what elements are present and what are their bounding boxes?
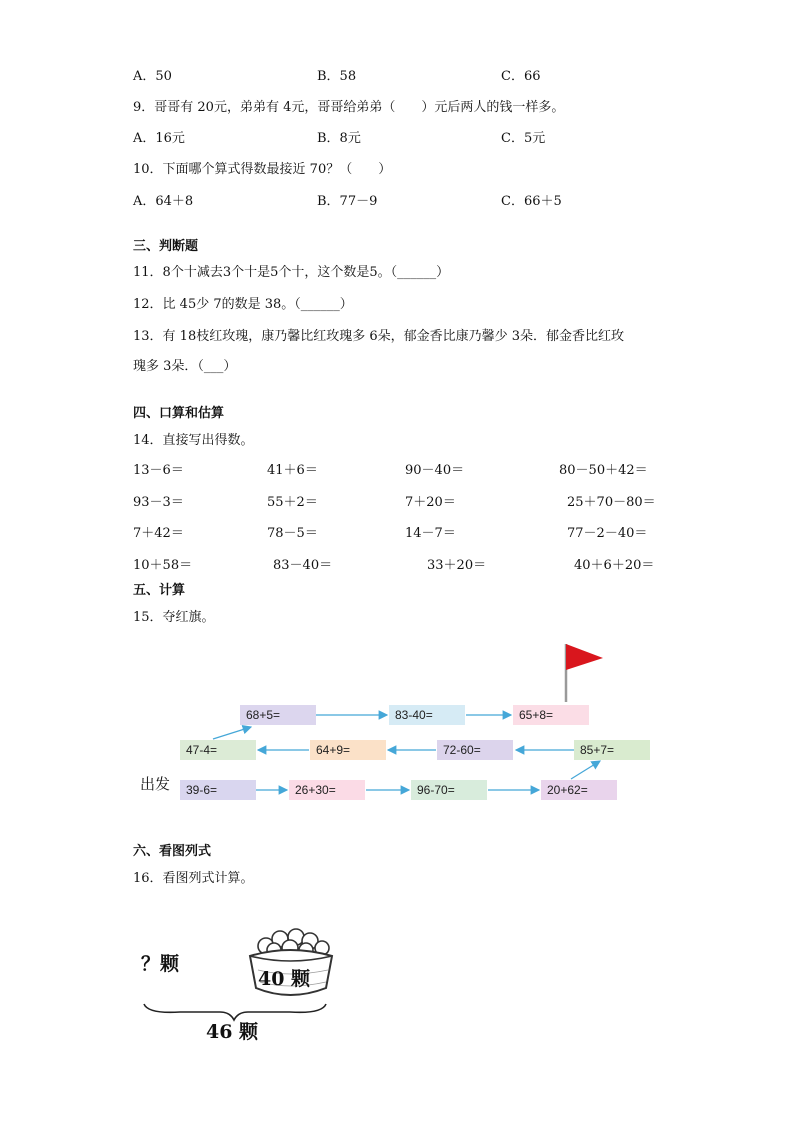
section5-title: 五、计算 <box>133 583 186 598</box>
oral-calc-item: 78－5＝ <box>267 526 318 541</box>
section4-title: 四、口算和估算 <box>133 406 225 421</box>
q10-option-a: A．64＋8 <box>133 194 194 209</box>
calc-box-26-plus-30: 26+30= <box>289 780 365 800</box>
oral-calc-item: 77－2－40＝ <box>567 526 648 541</box>
section6-title: 六、看图列式 <box>133 844 212 859</box>
unknown-quantity-label: ？颗 <box>141 953 180 975</box>
calc-box-68-plus-5: 68+5= <box>240 705 316 725</box>
q13-statement-line1: 13．有 18枝红玫瑰，康乃馨比红玫瑰多 6朵，郁金香比康乃馨少 3朵．郁金香比红玫 <box>133 329 625 344</box>
q15-instruction: 15．夺红旗。 <box>133 610 215 625</box>
calc-box-85-plus-7: 85+7= <box>574 740 650 760</box>
q16-instruction: 16．看图列式计算。 <box>133 871 254 886</box>
calc-box-47-minus-4: 47-4= <box>180 740 256 760</box>
calc-box-64-plus-9: 64+9= <box>310 740 386 760</box>
q13-statement-line2: 瑰多 3朵．（___） <box>133 359 237 374</box>
oral-calc-item: 10＋58＝ <box>133 558 193 573</box>
q9-question: 9．哥哥有 20元，弟弟有 4元，哥哥给弟弟（ ）元后两人的钱一样多。 <box>133 100 565 115</box>
calc-box-65-plus-8: 65+8= <box>513 705 589 725</box>
q9-option-a: A．16元 <box>133 131 185 146</box>
oral-calc-item: 14－7＝ <box>405 526 456 541</box>
q9-option-b: B．8元 <box>317 131 361 146</box>
oral-calc-item: 80－50＋42＝ <box>559 463 648 478</box>
q11-statement: 11．8个十减去3个十是5个十，这个数是5。（______） <box>133 265 450 280</box>
calc-box-39-minus-6: 39-6= <box>180 780 256 800</box>
basket-quantity-label: 40 颗 <box>258 968 311 990</box>
oral-calc-item: 25＋70－80＝ <box>567 495 656 510</box>
calc-box-20-plus-62: 20+62= <box>541 780 617 800</box>
oral-calc-item: 13－6＝ <box>133 463 184 478</box>
oral-calc-item: 90－40＝ <box>405 463 465 478</box>
q8-option-c: C．66 <box>501 69 541 84</box>
oral-calc-item: 55＋2＝ <box>267 495 318 510</box>
q12-statement: 12．比 45少 7的数是 38。（______） <box>133 297 353 312</box>
oral-calc-item: 7＋42＝ <box>133 526 184 541</box>
calc-box-72-minus-60: 72-60= <box>437 740 513 760</box>
total-quantity-label: 46 颗 <box>206 1021 259 1043</box>
oral-calc-item: 33＋20＝ <box>427 558 487 573</box>
oral-calc-item: 40＋6＋20＝ <box>574 558 655 573</box>
oral-calc-item: 83－40＝ <box>273 558 333 573</box>
q8-option-b: B．58 <box>317 69 357 84</box>
calc-box-83-minus-40: 83-40= <box>389 705 465 725</box>
q14-instruction: 14．直接写出得数。 <box>133 433 254 448</box>
q10-option-b: B．77－9 <box>317 194 378 209</box>
q10-question: 10．下面哪个算式得数最接近 70？（ ） <box>133 162 392 177</box>
calc-box-96-minus-70: 96-70= <box>411 780 487 800</box>
q8-option-a: A．50 <box>133 69 172 84</box>
start-label: 出发 <box>140 775 171 793</box>
oral-calc-item: 7＋20＝ <box>405 495 456 510</box>
section3-title: 三、判断题 <box>133 239 199 254</box>
oral-calc-item: 41＋6＝ <box>267 463 318 478</box>
q10-option-c: C．66＋5 <box>501 194 562 209</box>
basket-icon <box>244 922 336 1004</box>
oral-calc-item: 93－3＝ <box>133 495 184 510</box>
q9-option-c: C．5元 <box>501 131 546 146</box>
